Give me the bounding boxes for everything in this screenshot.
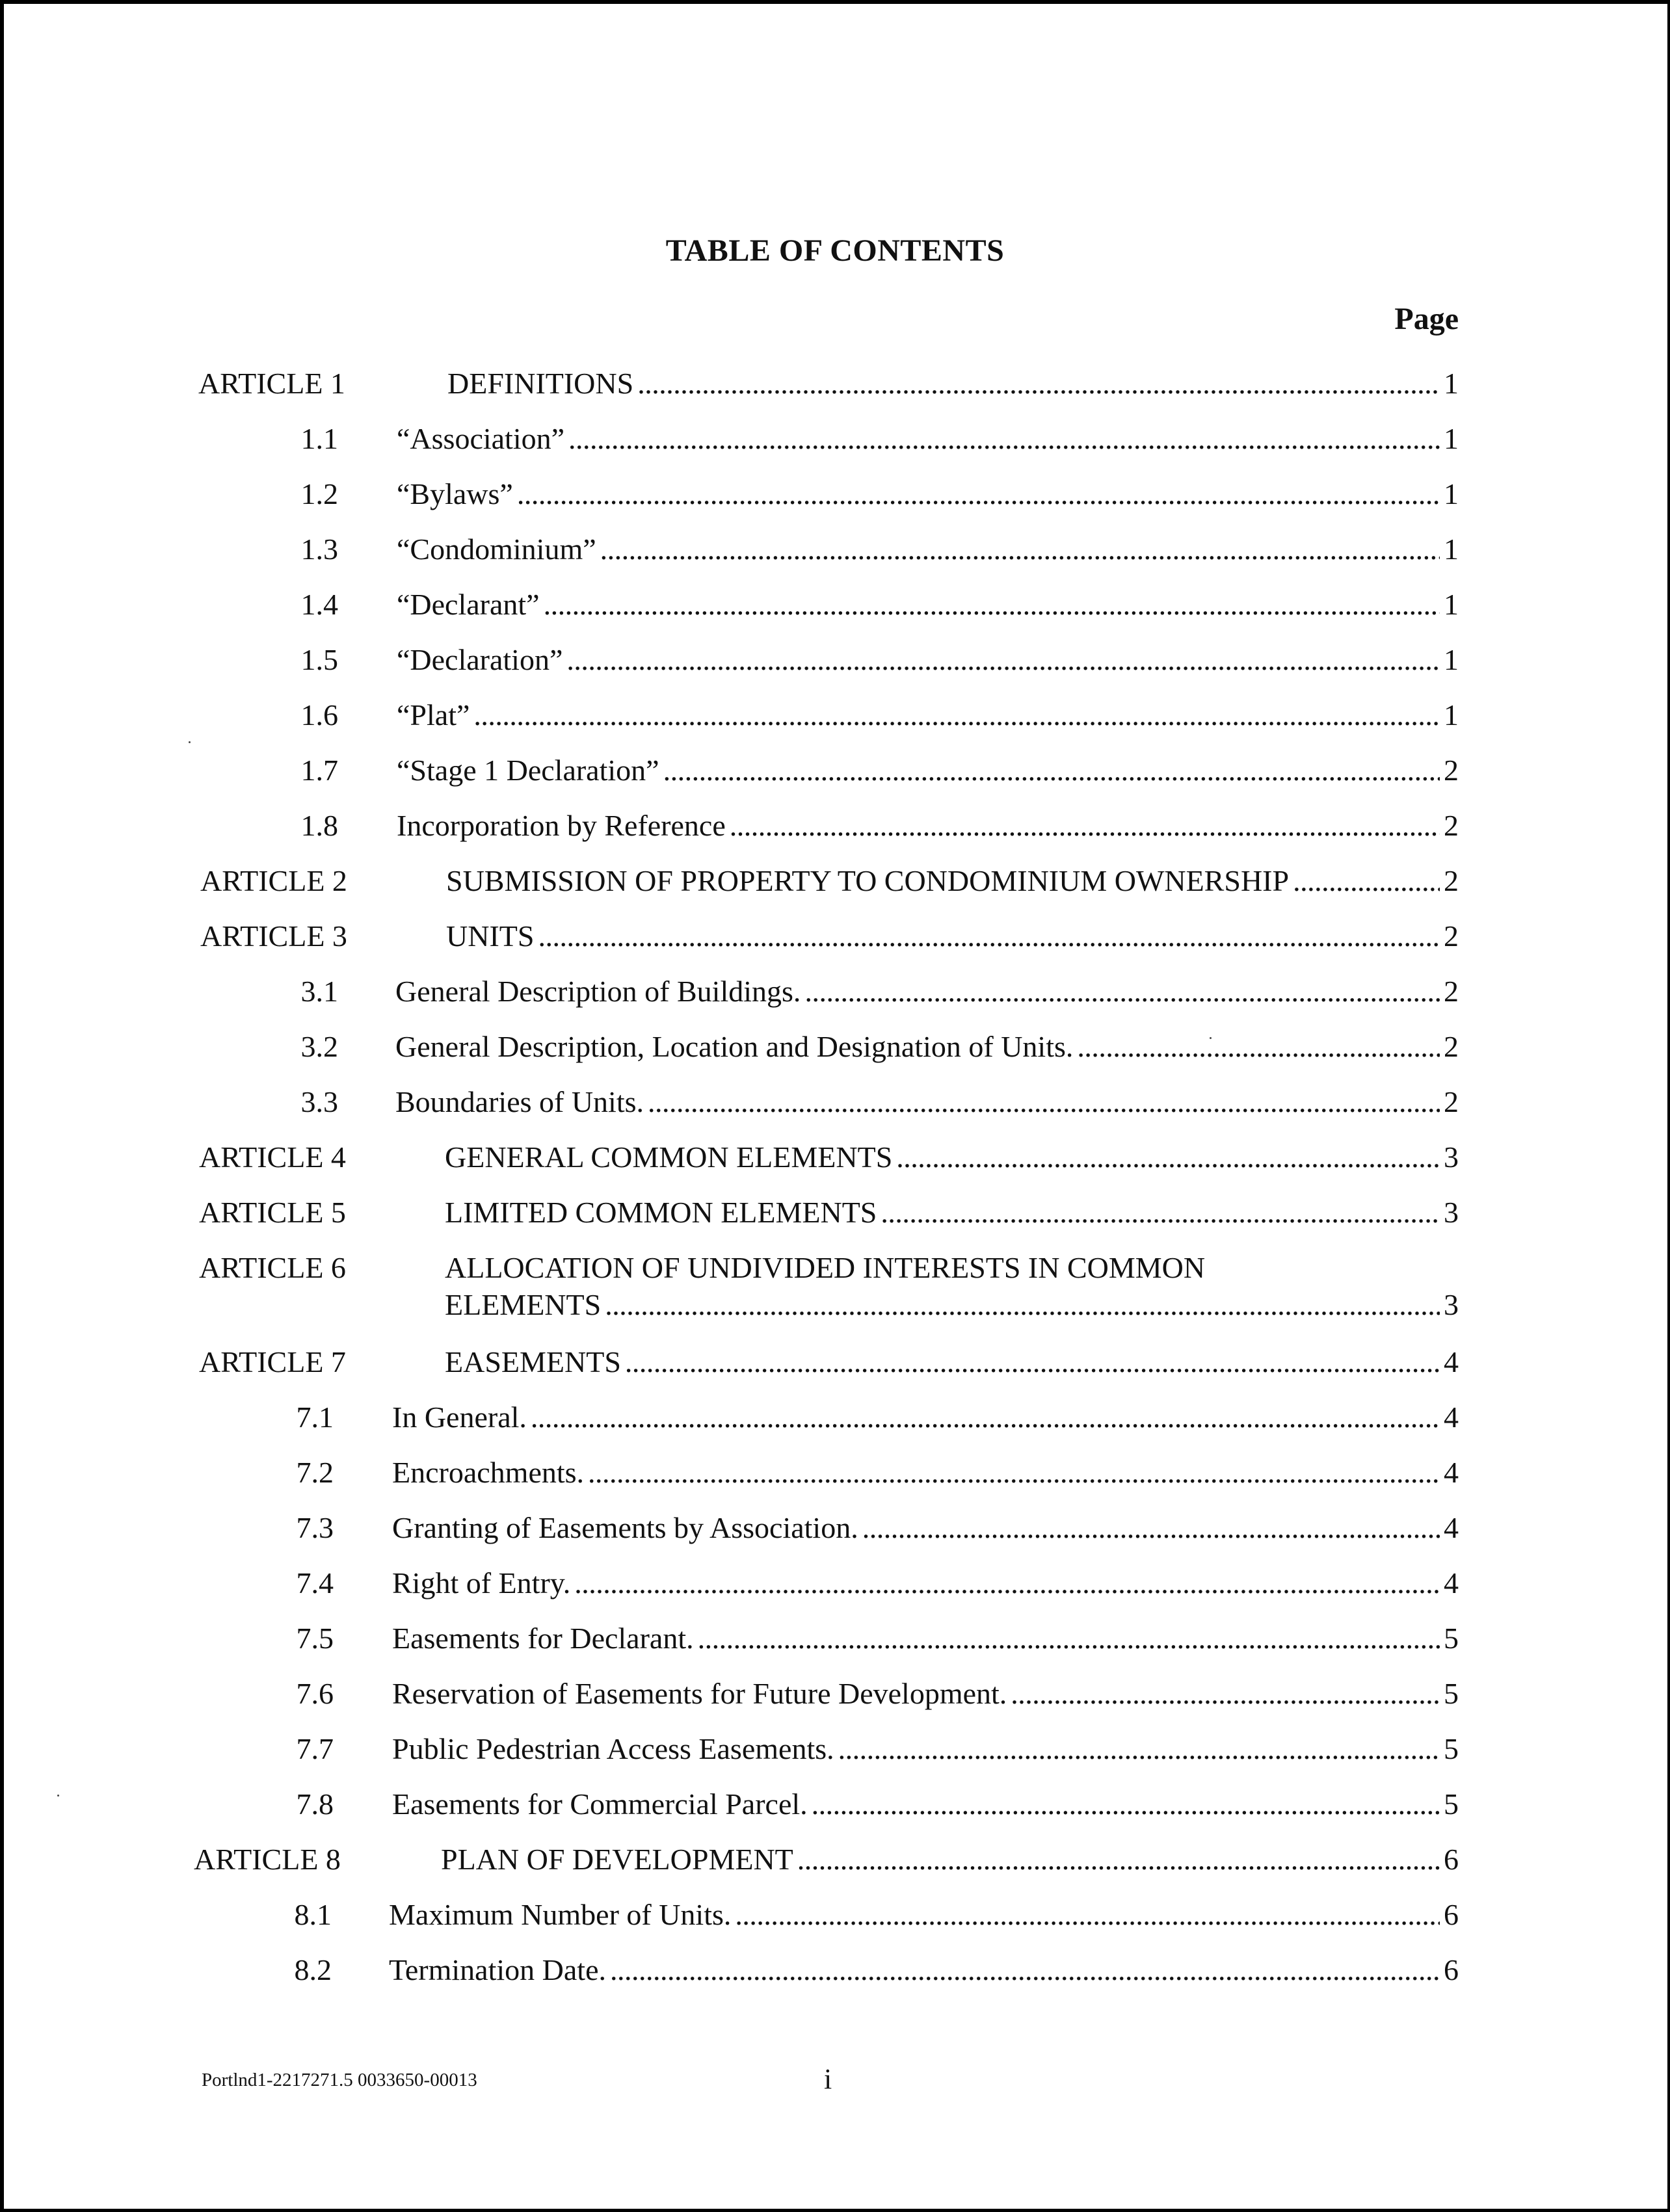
dot-leader xyxy=(730,808,1440,843)
toc-entry-7-1[interactable] xyxy=(0,1400,1670,1452)
dot-leader xyxy=(663,753,1440,787)
entry-number: 1.7 xyxy=(300,754,338,787)
entry-title: UNITS xyxy=(446,919,535,953)
entry-title: Public Pedestrian Access Easements. xyxy=(392,1732,834,1765)
scan-border-top xyxy=(0,0,1670,4)
entry-title: Reservation of Easements for Future Development. xyxy=(392,1677,1007,1710)
entry-title: General Description, Location and Designation of Units. xyxy=(395,1030,1074,1063)
entry-page: 3 xyxy=(1444,1140,1459,1174)
entry-page: 5 xyxy=(1444,1622,1459,1655)
entry-number: 1.2 xyxy=(300,477,338,510)
toc-entry-article-6[interactable] xyxy=(0,1250,1670,1341)
toc-entry-3-2[interactable] xyxy=(0,1029,1670,1081)
entry-title: PLAN OF DEVELOPMENT xyxy=(441,1843,793,1876)
entry-page: 6 xyxy=(1444,1843,1459,1876)
entry-page: 1 xyxy=(1444,643,1459,676)
entry-page: 1 xyxy=(1444,422,1459,455)
entry-page: 4 xyxy=(1444,1566,1459,1600)
entry-title: Boundaries of Units. xyxy=(395,1085,644,1118)
dot-leader xyxy=(804,974,1440,1008)
toc-entry-article-7[interactable] xyxy=(0,1345,1670,1397)
toc-entry-1-3[interactable] xyxy=(0,532,1670,584)
entry-title: Maximum Number of Units. xyxy=(389,1898,732,1931)
toc-entry-article-1[interactable] xyxy=(0,366,1670,418)
entry-title: “Declaration” xyxy=(397,643,563,676)
entry-title: DEFINITIONS xyxy=(447,367,634,400)
dot-leader xyxy=(574,1566,1440,1600)
entry-page: 1 xyxy=(1444,367,1459,400)
dot-leader xyxy=(797,1842,1440,1876)
dot-leader xyxy=(838,1731,1440,1766)
entry-page: 2 xyxy=(1444,1030,1459,1063)
entry-title: Easements for Commercial Parcel. xyxy=(392,1787,808,1821)
toc-entry-7-7[interactable] xyxy=(0,1731,1670,1784)
entry-title: Granting of Easements by Association. xyxy=(392,1511,858,1544)
entry-page: 4 xyxy=(1444,1345,1459,1378)
entry-title-line1: ALLOCATION OF UNDIVIDED INTERESTS IN COMMON xyxy=(445,1251,1206,1284)
entry-title: EASEMENTS xyxy=(445,1345,621,1378)
entry-number: ARTICLE 4 xyxy=(199,1140,346,1174)
dot-leader xyxy=(600,532,1440,566)
entry-number: 1.1 xyxy=(300,422,338,455)
entry-page: 4 xyxy=(1444,1511,1459,1544)
dot-leader xyxy=(588,1455,1440,1490)
entry-title: “Stage 1 Declaration” xyxy=(397,754,659,787)
entry-page: 2 xyxy=(1444,754,1459,787)
dot-leader xyxy=(735,1897,1440,1932)
dot-leader xyxy=(538,919,1440,953)
toc-entry-1-2[interactable] xyxy=(0,477,1670,529)
entry-page: 5 xyxy=(1444,1732,1459,1765)
toc-entry-7-6[interactable] xyxy=(0,1676,1670,1728)
entry-page: 4 xyxy=(1444,1401,1459,1434)
dot-leader xyxy=(1293,863,1440,898)
entry-title: In General. xyxy=(392,1401,527,1434)
dot-leader xyxy=(881,1195,1440,1230)
entry-number: 7.2 xyxy=(296,1456,334,1489)
dot-leader xyxy=(625,1345,1440,1379)
toc-entry-3-1[interactable] xyxy=(0,974,1670,1026)
entry-title: Termination Date. xyxy=(389,1953,606,1986)
entry-page: 2 xyxy=(1444,864,1459,897)
footer-page-number: i xyxy=(824,2063,832,2095)
dot-leader xyxy=(896,1140,1440,1174)
entry-number: 7.4 xyxy=(296,1566,334,1600)
entry-number: ARTICLE 1 xyxy=(198,367,345,400)
toc-entry-1-4[interactable] xyxy=(0,587,1670,639)
entry-number: 7.6 xyxy=(296,1677,334,1710)
dot-leader xyxy=(1011,1676,1440,1711)
entry-number: 7.5 xyxy=(296,1622,334,1655)
entry-page: 3 xyxy=(1444,1196,1459,1229)
entry-number: 1.8 xyxy=(300,809,338,842)
toc-entry-1-8[interactable] xyxy=(0,808,1670,860)
dot-leader xyxy=(648,1085,1440,1119)
toc-entry-article-3[interactable] xyxy=(0,919,1670,971)
toc-entry-article-2[interactable] xyxy=(0,863,1670,915)
entry-number: 7.1 xyxy=(296,1401,334,1434)
entry-number: 1.5 xyxy=(300,643,338,676)
entry-title: LIMITED COMMON ELEMENTS xyxy=(445,1196,877,1229)
dot-leader xyxy=(698,1621,1440,1655)
dot-leader xyxy=(862,1510,1440,1545)
entry-page: 5 xyxy=(1444,1787,1459,1821)
entry-page: 1 xyxy=(1444,698,1459,731)
entry-title: Encroachments. xyxy=(392,1456,585,1489)
entry-title: “Association” xyxy=(397,422,565,455)
entry-page: 2 xyxy=(1444,1085,1459,1118)
toc-entry-8-1[interactable] xyxy=(0,1897,1670,1949)
entry-page: 1 xyxy=(1444,588,1459,621)
entry-number: ARTICLE 2 xyxy=(200,864,347,897)
entry-title: General Description of Buildings. xyxy=(395,975,801,1008)
scan-speck xyxy=(189,741,191,743)
entry-title: “Bylaws” xyxy=(397,477,513,510)
entry-number: ARTICLE 7 xyxy=(199,1345,346,1378)
entry-page: 2 xyxy=(1444,919,1459,953)
entry-number: 1.6 xyxy=(300,698,338,731)
toc-entry-3-3[interactable] xyxy=(0,1085,1670,1137)
dot-leader xyxy=(610,1953,1440,1987)
entry-number: 3.3 xyxy=(300,1085,338,1118)
dot-leader xyxy=(473,698,1440,732)
entry-number: 1.3 xyxy=(300,533,338,566)
toc-entry-8-2[interactable] xyxy=(0,1953,1670,2005)
toc-entry-1-6[interactable] xyxy=(0,698,1670,750)
entry-number: 8.2 xyxy=(294,1953,332,1986)
dot-leader xyxy=(568,421,1440,456)
toc-entry-7-5[interactable] xyxy=(0,1621,1670,1673)
dot-leader xyxy=(637,366,1440,401)
dot-leader xyxy=(605,1287,1440,1322)
toc-entry-7-3[interactable] xyxy=(0,1510,1670,1562)
entry-number: 3.1 xyxy=(300,975,338,1008)
entry-number: ARTICLE 8 xyxy=(194,1843,341,1876)
entry-title: “Condominium” xyxy=(397,533,596,566)
entry-number: 7.7 xyxy=(296,1732,334,1765)
entry-number: ARTICLE 3 xyxy=(200,919,347,953)
dot-leader xyxy=(531,1400,1440,1434)
entry-number: 7.3 xyxy=(296,1511,334,1544)
entry-page: 2 xyxy=(1444,975,1459,1008)
scan-speck xyxy=(1210,1037,1212,1039)
page-column-header: Page xyxy=(1394,302,1459,336)
entry-number: 3.2 xyxy=(300,1030,338,1063)
toc-entry-1-5[interactable] xyxy=(0,642,1670,694)
entry-page: 1 xyxy=(1444,477,1459,510)
entry-title: “Plat” xyxy=(397,698,470,731)
entry-title: Incorporation by Reference xyxy=(397,809,726,842)
toc-entry-article-5[interactable] xyxy=(0,1195,1670,1247)
toc-entry-7-4[interactable] xyxy=(0,1566,1670,1618)
entry-page: 1 xyxy=(1444,533,1459,566)
entry-page: 4 xyxy=(1444,1456,1459,1489)
page-title: TABLE OF CONTENTS xyxy=(665,233,1005,268)
entry-number: 7.8 xyxy=(296,1787,334,1821)
entry-title: “Declarant” xyxy=(397,588,540,621)
entry-number: ARTICLE 5 xyxy=(199,1196,346,1229)
entry-page: 6 xyxy=(1444,1953,1459,1986)
scan-speck xyxy=(57,1795,59,1797)
entry-page: 3 xyxy=(1444,1288,1459,1321)
entry-number: ARTICLE 6 xyxy=(199,1251,346,1284)
toc-entry-article-4[interactable] xyxy=(0,1140,1670,1192)
entry-number: 1.4 xyxy=(300,588,338,621)
toc-entry-7-8[interactable] xyxy=(0,1787,1670,1839)
toc-entry-1-1[interactable] xyxy=(0,421,1670,473)
toc-entry-article-8[interactable] xyxy=(0,1842,1670,1894)
toc-entry-7-2[interactable] xyxy=(0,1455,1670,1507)
dot-leader xyxy=(544,587,1440,622)
entry-number: 8.1 xyxy=(294,1898,332,1931)
dot-leader xyxy=(812,1787,1440,1821)
entry-page: 5 xyxy=(1444,1677,1459,1710)
scan-border-bottom xyxy=(0,2209,1670,2212)
dot-leader xyxy=(1077,1029,1440,1064)
dot-leader xyxy=(517,477,1440,511)
entry-title: ELEMENTS xyxy=(445,1288,602,1321)
footer-document-id: Portlnd1-2217271.5 0033650-00013 xyxy=(202,2070,477,2090)
entry-title: Right of Entry. xyxy=(392,1566,571,1600)
entry-title: SUBMISSION OF PROPERTY TO CONDOMINIUM OWNERSHIP xyxy=(446,864,1290,897)
toc-entry-1-7[interactable] xyxy=(0,753,1670,805)
entry-page: 6 xyxy=(1444,1898,1459,1931)
dot-leader xyxy=(566,642,1440,677)
entry-page: 2 xyxy=(1444,809,1459,842)
entry-title: GENERAL COMMON ELEMENTS xyxy=(445,1140,893,1174)
entry-title: Easements for Declarant. xyxy=(392,1622,694,1655)
